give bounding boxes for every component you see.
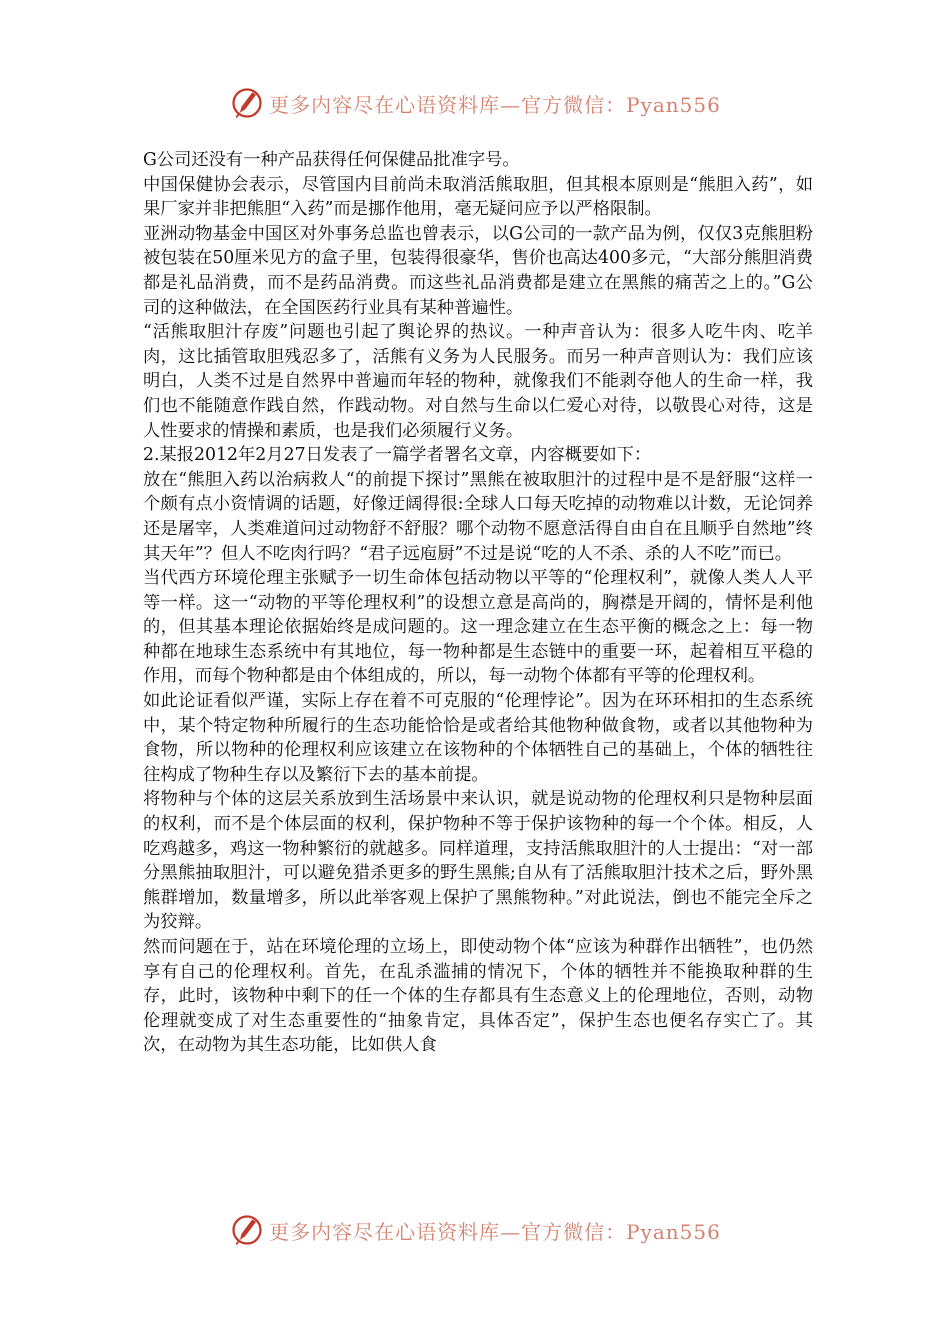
- paragraph: 如此论证看似严谨，实际上存在着不可克服的“伦理悖论”。因为在环环相扣的生态系统中，某个特定物种所履行的生态功能恰恰是或者给其他物种做食物，或者以其他物种为食物，所以物种的伦理权利应该建立在该物种的个体牺牲自己的基础上，个体的牺牲往往构成了物种生存以及繁衍下去的基本前提。: [143, 691, 813, 785]
- paragraph: 放在“熊胆入药以治病救人“的前提下探讨”黑熊在被取胆汁的过程中是不是舒服“这样一个颇有点小资情调的话题，好像迂阔得很:全球人口每天吃掉的动物难以计数，无论饲养还是屠宰，人类难道问过动物舒不舒服？哪个动物不愿意活得自由自在且顺乎自然地”终其天年”？但人不吃肉行吗？“君子远庖厨”不过是说“吃的人不杀、杀的人不吃”而已。: [143, 469, 813, 564]
- banner-text: 更多内容尽在心语资料库—官方微信：Pyan556: [269, 92, 721, 117]
- paragraph: 然而问题在于，站在环境伦理的立场上，即使动物个体“应该为种群作出牺牲”，也仍然享有自己的伦理权利。首先，在乱杀滥捕的情况下，个体的牺牲并不能换取种群的生存，此时，该物种中剩下的任一个体的生存都具有生态意义上的伦理地位，否则，动物伦理就变成了对生态重要性的“抽象肯定，具体否定”，保护生态也便名存实亡了。其次，在动物为其生态功能，比如供人食: [143, 937, 813, 1056]
- banner-text: 更多内容尽在心语资料库—官方微信：Pyan556: [269, 1219, 721, 1244]
- paragraph: 当代西方环境伦理主张赋予一切生命体包括动物以平等的“伦理权利”，就像人类人人平等一样。这一“动物的平等伦理权利”的设想立意是高尚的，胸襟是开阔的，情怀是利他的，但其基本理论依据始终是成问题的。这一理念建立在生态平衡的概念之上：每一物种都在地球生态系统中有其地位，每一物种都是生态链中的重要一环，起着相互平稳的作用，而每个物种都是由个体组成的，所以，每一动物个体都有平等的伦理权利。: [143, 568, 813, 687]
- paragraph: G公司还没有一种产品获得任何保健品批准字号。: [143, 150, 520, 170]
- footer-banner: [0, 1210, 950, 1250]
- paragraph: 将物种与个体的这层关系放到生活场景中来认识，就是说动物的伦理权利只是物种层面的权利，而不是个体层面的权利，保护物种不等于保护该物种的每一个个体。相反，人吃鸡越多，鸡这一物种繁衍的就越多。同样道理，支持活熊取胆汁的人士提出：“对一部分黑熊抽取胆汁，可以避免猎杀更多的野生黑熊;自从有了活熊取胆汁技术之后，野外黑熊群增加，数量增多，所以此举客观上保护了黑熊物种。”对此说法，倒也不能完全斥之为狡辩。: [143, 789, 813, 933]
- paragraph: 亚洲动物基金中国区对外事务总监也曾表示，以G公司的一款产品为例，仅仅3克熊胆粉被包装在50厘米见方的盒子里，包装得很豪华，售价也高达400多元，“大部分熊胆消费都是礼品消费，而不是药品消费。而这些礼品消费都是建立在黑熊的痛苦之上的。”G公司的这种做法，在全国医药行业具有某种普遍性。: [143, 223, 813, 318]
- paragraph: “活熊取胆汁存废”问题也引起了舆论界的热议。一种声音认为：很多人吃牛肉、吃羊肉，这比插管取胆残忍多了，活熊有义务为人民服务。而另一种声音则认为：我们应该明白，人类不过是自然界中普遍而年轻的物种，就像我们不能剥夺他人的生命一样，我们也不能随意作践自然，作践动物。对自然与生命以仁爱心对待，以敬畏心对待，这是人性要求的情操和素质，也是我们必须履行义务。: [143, 322, 813, 441]
- pen-nib-icon: [229, 1212, 265, 1248]
- pen-nib-icon: [229, 85, 265, 121]
- header-banner: [0, 83, 950, 123]
- paragraph: 2.某报2012年2月27日发表了一篇学者署名文章，内容概要如下：: [143, 445, 652, 466]
- document-body: [143, 148, 813, 1058]
- paragraph: 中国保健协会表示，尽管国内目前尚未取消活熊取胆，但其根本原则是“熊胆入药”，如果厂家并非把熊胆“入药”而是挪作他用，毫无疑问应予以严格限制。: [143, 174, 813, 220]
